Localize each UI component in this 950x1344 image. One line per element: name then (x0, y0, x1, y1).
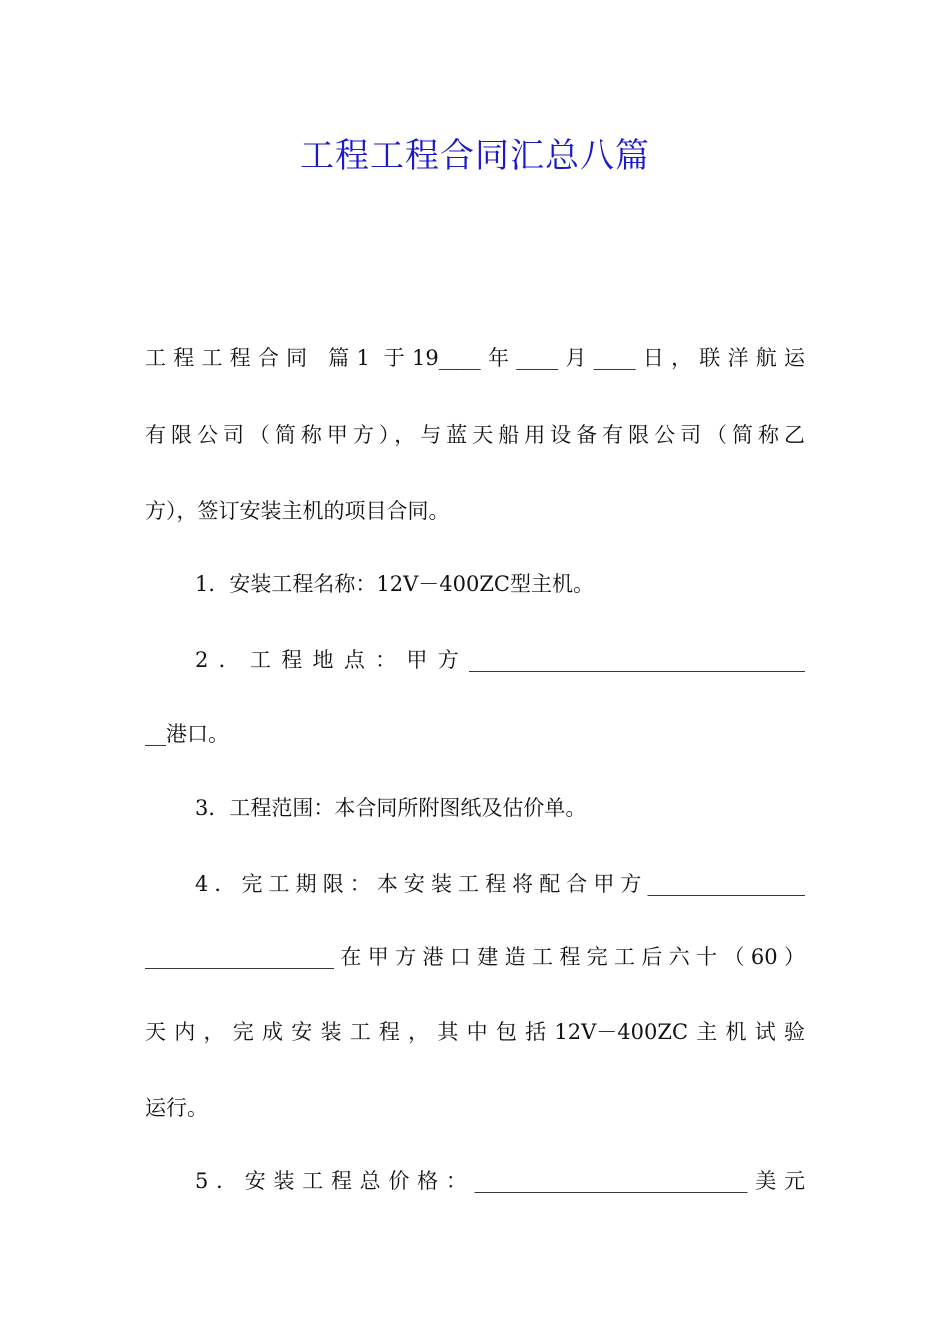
paragraph-line: 运行。 (145, 1096, 208, 1120)
paragraph-line: 1．安装工程名称：12V－400ZC型主机。 (195, 572, 594, 596)
paragraph-line: 2．工程地点：甲方________________________________ (195, 648, 805, 672)
paragraph-line: 有限公司（简称甲方），与蓝天船用设备有限公司（简称乙 (145, 423, 805, 447)
paragraph-line: 5．安装工程总价格：__________________________美元 (195, 1169, 805, 1193)
paragraph-line: 天内，完成安装工程，其中包括12V－400ZC主机试验 (145, 1020, 805, 1044)
paragraph-line: 3．工程范围：本合同所附图纸及估价单。 (195, 796, 587, 820)
paragraph-line: 4．完工期限：本安装工程将配合甲方_______________ (195, 872, 805, 896)
paragraph-line: __港口。 (145, 722, 229, 746)
document-title: 工程工程合同汇总八篇 (300, 136, 650, 176)
paragraph-line: 工程工程合同 篇1 于19____年____月____日，联洋航运 (145, 346, 805, 370)
paragraph-line: __________________在甲方港口建造工程完工后六十（60） (145, 945, 805, 969)
paragraph-line: 方），签订安装主机的项目合同。 (145, 499, 450, 523)
